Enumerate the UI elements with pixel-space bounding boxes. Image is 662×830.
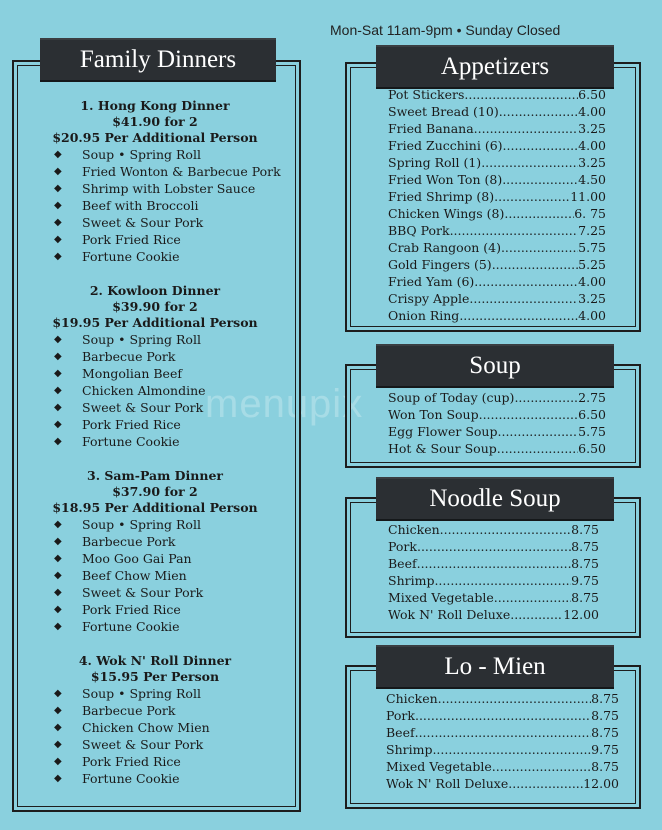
- hours-text: Mon-Sat 11am-9pm • Sunday Closed: [330, 22, 561, 38]
- menu-item: [388, 86, 606, 103]
- dinner-item-text: Sweet & Sour Pork: [82, 737, 204, 752]
- item-price: 12.00: [563, 607, 599, 622]
- dinner-item: [20, 516, 290, 533]
- dinner-item: [20, 584, 290, 601]
- item-name: Soup of Today (cup): [388, 390, 515, 405]
- item-price: 4.50: [578, 172, 606, 187]
- dot-leader: [498, 423, 579, 440]
- menu-item: [386, 741, 619, 758]
- dinner-item-text: Pork Fried Rice: [82, 232, 181, 247]
- dinner-item-text: Beef with Broccoli: [82, 198, 199, 213]
- item-name: Crispy Apple: [388, 291, 470, 306]
- item-name: Egg Flower Soup: [388, 424, 498, 439]
- item-price: 6. 75: [574, 206, 606, 221]
- diamond-bullet-icon: ◆: [54, 183, 62, 194]
- menu-item: [388, 171, 606, 188]
- diamond-bullet-icon: ◆: [54, 402, 62, 413]
- dot-leader: [459, 307, 578, 324]
- dot-leader: [499, 103, 578, 120]
- menu-item: [388, 521, 599, 538]
- dot-leader: [510, 606, 563, 623]
- menu-item: [388, 538, 599, 555]
- dinner-item-text: Fortune Cookie: [82, 771, 180, 786]
- dot-leader: [494, 188, 570, 205]
- item-name: Shrimp: [388, 573, 435, 588]
- diamond-bullet-icon: ◆: [54, 756, 62, 767]
- lo-mien-list: [386, 690, 619, 792]
- item-price: 5.75: [578, 424, 606, 439]
- dinner-item: [20, 180, 290, 197]
- menu-item: [388, 389, 606, 406]
- item-price: 12.00: [583, 776, 619, 791]
- menu-item: [388, 307, 606, 324]
- dot-leader: [494, 589, 571, 606]
- dinner-item: [20, 550, 290, 567]
- item-price: 3.25: [578, 121, 606, 136]
- family-dinners-title: Family Dinners: [40, 38, 276, 82]
- dinner-item-text: Pork Fried Rice: [82, 602, 181, 617]
- diamond-bullet-icon: ◆: [54, 419, 62, 430]
- diamond-bullet-icon: ◆: [54, 773, 62, 784]
- dinner-item: [20, 163, 290, 180]
- dinner-block: [20, 653, 290, 787]
- dinner-item-text: Barbecue Pork: [82, 534, 176, 549]
- dinner-item-text: Pork Fried Rice: [82, 754, 181, 769]
- diamond-bullet-icon: ◆: [54, 385, 62, 396]
- menu-item: [386, 775, 619, 792]
- menu-item: [388, 222, 606, 239]
- soup-title: Soup: [376, 344, 614, 388]
- dinner-name: 1. Hong Kong Dinner: [80, 98, 230, 113]
- watermark: menupix: [205, 382, 364, 426]
- item-price: 4.00: [578, 274, 606, 289]
- diamond-bullet-icon: ◆: [54, 587, 62, 598]
- dot-leader: [415, 707, 591, 724]
- noodle-soup-list: [388, 521, 599, 623]
- dinner-item: [20, 399, 290, 416]
- item-name: Sweet Bread (10): [388, 104, 499, 119]
- item-name: Fried Yam (6): [388, 274, 475, 289]
- dinner-item-text: Sweet & Sour Pork: [82, 215, 204, 230]
- dinner-item: [20, 685, 290, 702]
- item-price: 3.25: [578, 291, 606, 306]
- dinner-price: $39.90 for 2: [112, 299, 198, 314]
- dinner-block: [20, 98, 290, 265]
- dinner-name: 2. Kowloon Dinner: [89, 283, 221, 298]
- dinner-items: [20, 516, 290, 635]
- dinner-name: 4. Wok N' Roll Dinner: [78, 653, 232, 668]
- lo-mien-title: Lo - Mien: [376, 645, 614, 689]
- menu-item: [388, 188, 606, 205]
- item-name: Fried Zucchini (6): [388, 138, 503, 153]
- dinner-item-text: Soup • Spring Roll: [82, 332, 201, 347]
- menu-item: [388, 120, 606, 137]
- diamond-bullet-icon: ◆: [54, 604, 62, 615]
- item-name: Mixed Vegetable: [386, 759, 492, 774]
- item-name: Fried Banana: [388, 121, 474, 136]
- dinner-item: [20, 770, 290, 787]
- item-price: 5.75: [578, 240, 606, 255]
- dot-leader: [503, 137, 579, 154]
- dinner-item-text: Chicken Chow Mien: [82, 720, 210, 735]
- item-price: 6.50: [578, 441, 606, 456]
- dinner-price: $15.95 Per Person: [90, 669, 220, 684]
- item-price: 6.50: [578, 407, 606, 422]
- noodle-soup-title: Noodle Soup: [376, 477, 614, 521]
- menu-item: [388, 555, 599, 572]
- diamond-bullet-icon: ◆: [54, 234, 62, 245]
- dot-leader: [497, 440, 578, 457]
- menu-item: [386, 707, 619, 724]
- menu-item: [388, 572, 599, 589]
- diamond-bullet-icon: ◆: [54, 436, 62, 447]
- item-price: 4.00: [578, 104, 606, 119]
- item-price: 8.75: [571, 539, 599, 554]
- dinner-item: [20, 416, 290, 433]
- dinner-item-text: Soup • Spring Roll: [82, 517, 201, 532]
- dot-leader: [501, 239, 578, 256]
- dinner-item-text: Shrimp with Lobster Sauce: [82, 181, 256, 196]
- item-name: Won Ton Soup: [388, 407, 479, 422]
- dinner-item-text: Fortune Cookie: [82, 434, 180, 449]
- diamond-bullet-icon: ◆: [54, 722, 62, 733]
- dinner-item-text: Fried Wonton & Barbecue Pork: [82, 164, 281, 179]
- dinner-item: [20, 433, 290, 450]
- diamond-bullet-icon: ◆: [54, 166, 62, 177]
- dinner-item: [20, 601, 290, 618]
- item-price: 7.25: [578, 223, 606, 238]
- item-name: Beef: [388, 556, 417, 571]
- diamond-bullet-icon: ◆: [54, 688, 62, 699]
- dinner-items: [20, 146, 290, 265]
- dot-leader: [492, 256, 578, 273]
- dot-leader: [432, 741, 591, 758]
- dot-leader: [474, 120, 578, 137]
- diamond-bullet-icon: ◆: [54, 217, 62, 228]
- item-price: 5.25: [578, 257, 606, 272]
- diamond-bullet-icon: ◆: [54, 705, 62, 716]
- item-name: Fried Shrimp (8): [388, 189, 495, 204]
- dinner-item: [20, 146, 290, 163]
- menu-item: [388, 440, 606, 457]
- dinner-extra: $18.95 Per Additional Person: [52, 500, 258, 515]
- dot-leader: [417, 538, 571, 555]
- menu-item: [388, 154, 606, 171]
- dot-leader: [504, 205, 574, 222]
- item-price: 8.75: [591, 708, 619, 723]
- item-price: 8.75: [571, 522, 599, 537]
- item-name: Chicken Wings (8): [388, 206, 505, 221]
- menu-item: [388, 423, 606, 440]
- dot-leader: [440, 521, 572, 538]
- item-price: 9.75: [591, 742, 619, 757]
- item-name: Crab Rangoon (4): [388, 240, 501, 255]
- diamond-bullet-icon: ◆: [54, 200, 62, 211]
- dinner-item: [20, 719, 290, 736]
- item-name: BBQ Pork: [388, 223, 450, 238]
- appetizers-list: [388, 86, 606, 324]
- menu-item: [386, 758, 619, 775]
- item-name: Mixed Vegetable: [388, 590, 494, 605]
- item-price: 8.75: [591, 759, 619, 774]
- dinner-item: [20, 197, 290, 214]
- dinner-item: [20, 231, 290, 248]
- dinner-item: [20, 248, 290, 265]
- dinner-block: [20, 468, 290, 635]
- dot-leader: [479, 406, 579, 423]
- dinner-item: [20, 214, 290, 231]
- dinner-item: [20, 618, 290, 635]
- dot-leader: [492, 758, 591, 775]
- menu-item: [388, 290, 606, 307]
- diamond-bullet-icon: ◆: [54, 739, 62, 750]
- item-name: Pot Stickers: [388, 87, 465, 102]
- dinner-item-text: Barbecue Pork: [82, 349, 176, 364]
- dinner-item-text: Pork Fried Rice: [82, 417, 181, 432]
- item-name: Onion Ring: [388, 308, 460, 323]
- diamond-bullet-icon: ◆: [54, 149, 62, 160]
- item-price: 8.75: [571, 590, 599, 605]
- dot-leader: [450, 222, 579, 239]
- diamond-bullet-icon: ◆: [54, 251, 62, 262]
- dinner-item: [20, 533, 290, 550]
- menu-item: [388, 239, 606, 256]
- diamond-bullet-icon: ◆: [54, 536, 62, 547]
- dinner-item-text: Mongolian Beef: [82, 366, 182, 381]
- dinner-item-text: Soup • Spring Roll: [82, 147, 201, 162]
- diamond-bullet-icon: ◆: [54, 368, 62, 379]
- item-name: Shrimp: [386, 742, 433, 757]
- dinner-item-text: Soup • Spring Roll: [82, 686, 201, 701]
- item-name: Spring Roll (1): [388, 155, 482, 170]
- item-price: 3.25: [578, 155, 606, 170]
- diamond-bullet-icon: ◆: [54, 519, 62, 530]
- diamond-bullet-icon: ◆: [54, 621, 62, 632]
- menu-item: [388, 606, 599, 623]
- dot-leader: [502, 171, 578, 188]
- dot-leader: [417, 555, 572, 572]
- item-name: Wok N' Roll Deluxe: [386, 776, 509, 791]
- dot-leader: [464, 86, 578, 103]
- dinner-name: 3. Sam-Pam Dinner: [87, 468, 223, 483]
- item-price: 2.75: [578, 390, 606, 405]
- dot-leader: [474, 273, 578, 290]
- item-price: 4.00: [578, 138, 606, 153]
- dinner-item-text: Beef Chow Mien: [82, 568, 187, 583]
- item-price: 8.75: [591, 691, 619, 706]
- dinner-price: $41.90 for 2: [112, 114, 198, 129]
- dinner-item: [20, 382, 290, 399]
- dinner-extra: $20.95 Per Additional Person: [52, 130, 258, 145]
- dinner-item-text: Moo Goo Gai Pan: [82, 551, 192, 566]
- menu-item: [388, 406, 606, 423]
- item-price: 6.50: [578, 87, 606, 102]
- dinner-item-text: Barbecue Pork: [82, 703, 176, 718]
- item-price: 8.75: [571, 556, 599, 571]
- dot-leader: [508, 775, 583, 792]
- dot-leader: [514, 389, 578, 406]
- diamond-bullet-icon: ◆: [54, 351, 62, 362]
- diamond-bullet-icon: ◆: [54, 570, 62, 581]
- dot-leader: [415, 724, 592, 741]
- dinner-extra: $19.95 Per Additional Person: [52, 315, 258, 330]
- item-name: Chicken: [386, 691, 438, 706]
- item-name: Hot & Sour Soup: [388, 441, 497, 456]
- item-price: 4.00: [578, 308, 606, 323]
- dinner-item-text: Fortune Cookie: [82, 249, 180, 264]
- dinner-item: [20, 702, 290, 719]
- soup-list: [388, 389, 606, 457]
- dinner-items: [20, 331, 290, 450]
- item-name: Fried Won Ton (8): [388, 172, 503, 187]
- family-dinners-list: [20, 98, 290, 805]
- item-name: Gold Fingers (5): [388, 257, 492, 272]
- diamond-bullet-icon: ◆: [54, 553, 62, 564]
- item-name: Chicken: [388, 522, 440, 537]
- item-price: 11.00: [570, 189, 606, 204]
- menu-item: [388, 256, 606, 273]
- item-price: 9.75: [571, 573, 599, 588]
- diamond-bullet-icon: ◆: [54, 334, 62, 345]
- item-name: Wok N' Roll Deluxe: [388, 607, 511, 622]
- dinner-item: [20, 753, 290, 770]
- dinner-item-text: Sweet & Sour Pork: [82, 400, 204, 415]
- dinner-item-text: Chicken Almondine: [82, 383, 206, 398]
- menu-item: [386, 724, 619, 741]
- dot-leader: [469, 290, 578, 307]
- dinner-price: $37.90 for 2: [112, 484, 198, 499]
- menu-item: [388, 205, 606, 222]
- dot-leader: [434, 572, 571, 589]
- dinner-item: [20, 348, 290, 365]
- dinner-item: [20, 331, 290, 348]
- dinner-items: [20, 685, 290, 787]
- dot-leader: [481, 154, 578, 171]
- dot-leader: [438, 690, 592, 707]
- menu-item: [388, 589, 599, 606]
- item-name: Pork: [388, 539, 417, 554]
- dinner-item-text: Fortune Cookie: [82, 619, 180, 634]
- menu-item: [388, 103, 606, 120]
- dinner-item: [20, 736, 290, 753]
- item-price: 8.75: [591, 725, 619, 740]
- menu-item: [386, 690, 619, 707]
- dinner-block: [20, 283, 290, 450]
- appetizers-title: Appetizers: [376, 45, 614, 89]
- dinner-item: [20, 365, 290, 382]
- dinner-item-text: Sweet & Sour Pork: [82, 585, 204, 600]
- menu-item: [388, 273, 606, 290]
- menu-item: [388, 137, 606, 154]
- item-name: Pork: [386, 708, 415, 723]
- dinner-item: [20, 567, 290, 584]
- item-name: Beef: [386, 725, 415, 740]
